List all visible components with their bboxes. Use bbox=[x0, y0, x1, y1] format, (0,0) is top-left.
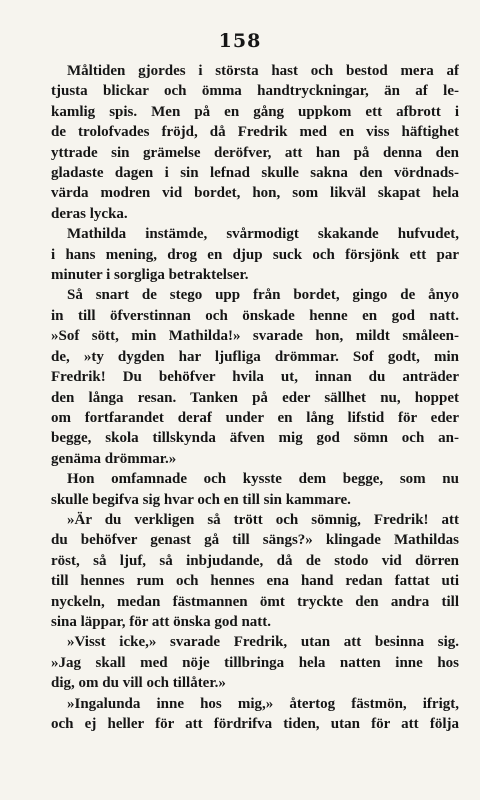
text-line: in till öfverstinnan och önskade henne en god natt. bbox=[51, 307, 459, 324]
text-line: röst, så ljuf, så inbjudande, då de stodo vid dörren bbox=[51, 552, 459, 569]
text-line: »Sof sött, min Mathilda!» svarade hon, mildt småleen- bbox=[51, 328, 459, 345]
text-line: dig, om du vill och tillåter.» bbox=[51, 675, 226, 692]
page-number: 158 bbox=[218, 30, 262, 52]
text-line: de, »ty dygden har ljufliga drömmar. Sof godt, min bbox=[51, 348, 459, 365]
text-line: och ej heller för att fördrifva tiden, utan för att följa bbox=[51, 716, 459, 732]
text-line: om fortfarandet deraf under en lång lifstid för eder bbox=[51, 409, 459, 426]
text-line: Måltiden gjordes i största hast och bestod mera af bbox=[67, 63, 459, 79]
text-line: Mathilda instämde, svårmodigt skakande hufvudet, bbox=[67, 226, 459, 243]
text-line: genäma drömmar.» bbox=[51, 450, 177, 467]
text-line: »Är du verkligen så trött och sömnig, Fredrik! att bbox=[67, 511, 459, 528]
text-line: Så snart de stego upp från bordet, gingo de ånyo bbox=[67, 287, 459, 304]
text-line: »Visst icke,» svarade Fredrik, utan att besinna sig. bbox=[67, 634, 459, 651]
text-line: begge, skola tillskynda äfven mig god sömn och an- bbox=[51, 430, 459, 447]
body-text bbox=[51, 61, 459, 734]
text-line: värda modren vid bordet, hon, som likväl skapat hela bbox=[51, 185, 459, 202]
text-line: »Jag skall med nöje tillbringa hela natten inne hos bbox=[51, 654, 459, 671]
text-line: sina läppar, för att önska god natt. bbox=[51, 613, 272, 630]
text-line: deras lycka. bbox=[51, 205, 128, 222]
text-line: till hennes rum och hennes ena hand redan fattat uti bbox=[51, 573, 459, 590]
text-line: yttrade sin grämelse deröfver, att han på denna den bbox=[51, 144, 459, 161]
text-line: tjusta blickar och ömma handtryckningar, än af le- bbox=[51, 83, 459, 100]
text-line: minuter i sorgliga betraktelser. bbox=[51, 267, 249, 284]
text-line: Fredrik! Du behöfver hvila ut, innan du anträder bbox=[51, 369, 459, 386]
text-line: Hon omfamnade och kysste dem begge, som nu bbox=[67, 471, 459, 488]
text-line: i hans mening, drog en djup suck och försjönk ett par bbox=[51, 246, 459, 263]
text-line: nyckeln, medan fästmannen ömt tryckte den andra till bbox=[51, 593, 459, 610]
text-line: den långa resan. Tanken på eder sällhet nu, hoppet bbox=[51, 389, 459, 406]
text-line: de trolofvades fröjd, då Fredrik med en viss häftighet bbox=[51, 124, 459, 141]
text-line: skulle begifva sig hvar och en till sin kammare. bbox=[51, 491, 351, 508]
text-line: kamlig spis. Men på en gång uppkom ett afbrott i bbox=[51, 103, 459, 120]
text-line: gladaste dagen i sin lefnad skulle sakna den vördnads- bbox=[51, 165, 459, 182]
text-line: »Ingalunda inne hos mig,» återtog fästmön, ifrigt, bbox=[67, 695, 459, 712]
text-line: du behöfver genast gå till sängs?» klingade Mathildas bbox=[51, 532, 459, 549]
